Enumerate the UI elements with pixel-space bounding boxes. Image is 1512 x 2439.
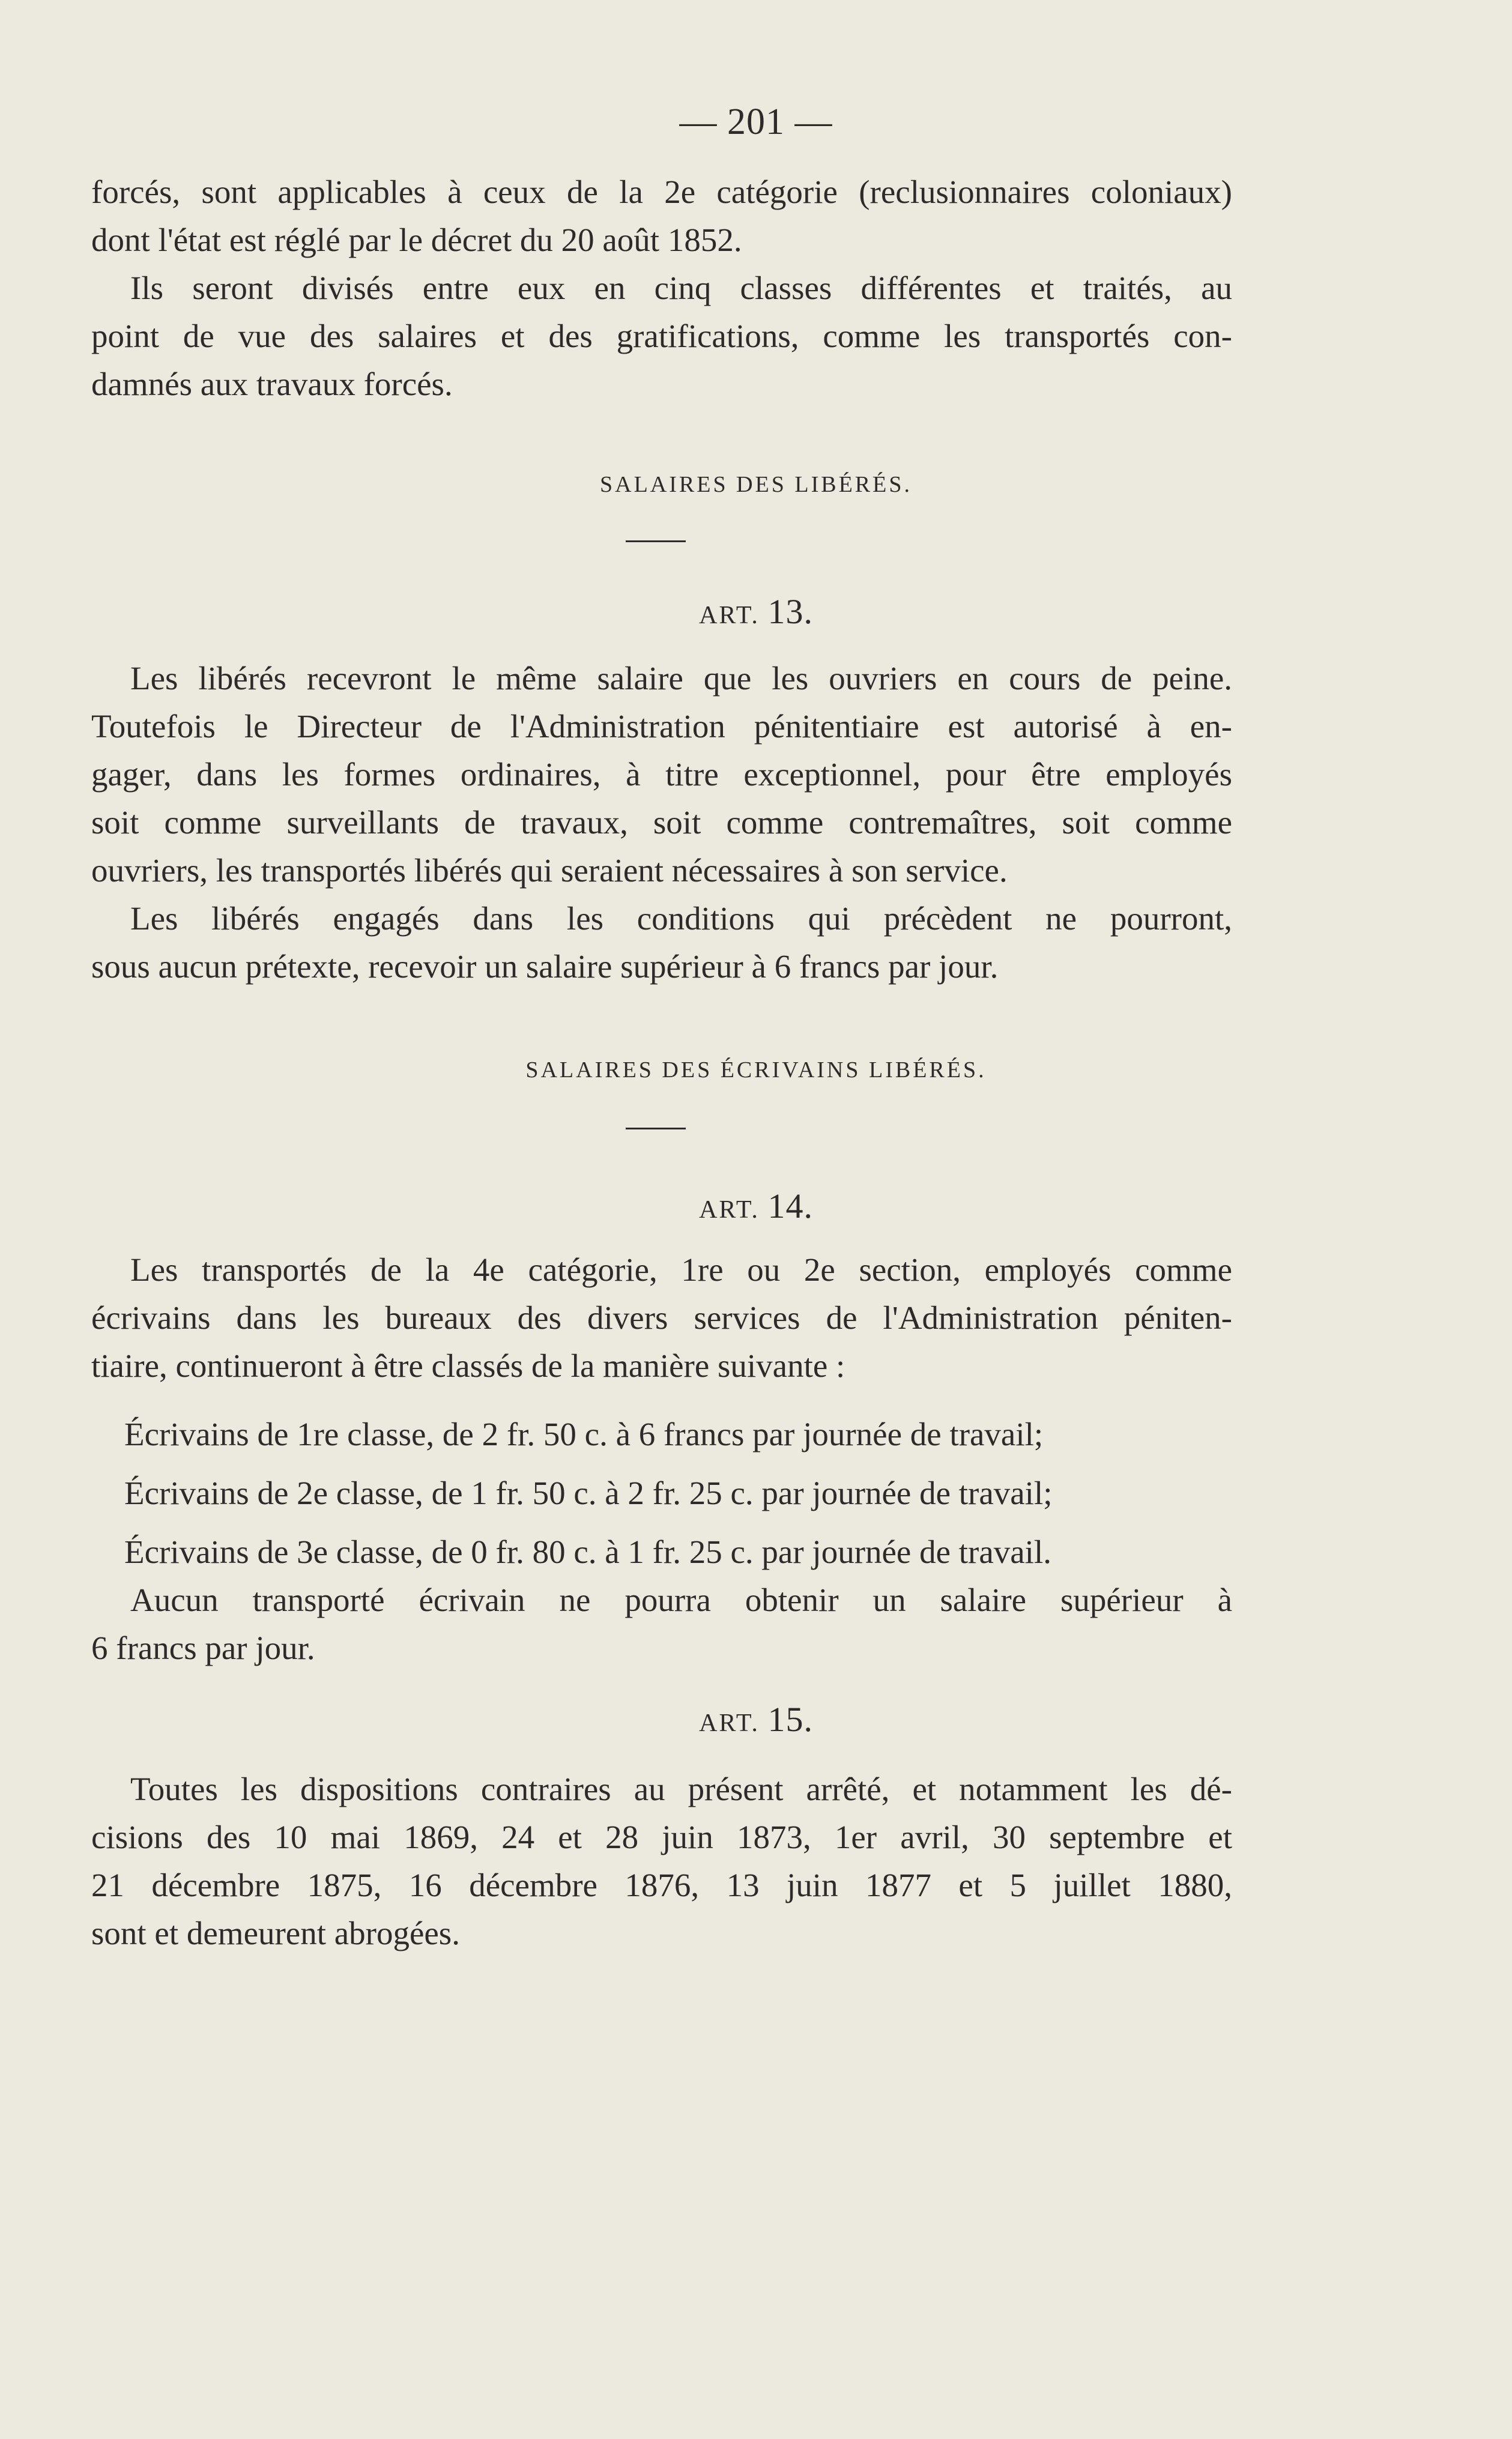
intro-line: Ils seront divisés entre eux en cinq classes différentes et traités, au xyxy=(130,270,1232,306)
intro-line: point de vue des salaires et des gratifications, comme les transportés con- xyxy=(91,318,1232,354)
article-13-line: Toutefois le Directeur de l'Administration pénitentiaire est autorisé à en- xyxy=(91,708,1232,745)
article-13-line: Les libérés recevront le même salaire que les ouvriers en cours de peine. xyxy=(130,660,1232,697)
article-14-text xyxy=(91,1246,1232,1390)
article-number: 13. xyxy=(767,592,813,631)
article-prefix: ART. xyxy=(699,602,760,629)
article-14-closing-line: Aucun transporté écrivain ne pourra obtenir un salaire supérieur à xyxy=(130,1582,1232,1618)
article-prefix: ART. xyxy=(699,1709,760,1737)
section-title-salaires-ecrivains: SALAIRES DES ÉCRIVAINS LIBÉRÉS. xyxy=(525,1057,987,1083)
article-13-line: Les libérés engagés dans les conditions qui précèdent ne pourront, xyxy=(130,900,1232,937)
article-14-heading xyxy=(0,1186,1512,1226)
article-number: 15. xyxy=(767,1700,813,1739)
page-number: — 201 — xyxy=(679,101,833,142)
article-13-line: soit comme surveillants de travaux, soit comme contremaîtres, soit comme xyxy=(91,804,1232,841)
section-title-salaires-liberes: SALAIRES DES LIBÉRÉS. xyxy=(600,472,912,497)
article-14-closing-line: 6 francs par jour. xyxy=(91,1630,315,1666)
section-divider xyxy=(626,540,686,542)
intro-line: dont l'état est réglé par le décret du 20 août 1852. xyxy=(91,222,742,258)
article-15-line: 21 décembre 1875, 16 décembre 1876, 13 juin 1877 et 5 juillet 1880, xyxy=(91,1867,1232,1903)
article-13-line: ouvriers, les transportés libérés qui seraient nécessaires à son service. xyxy=(91,852,1008,889)
intro-line: forcés, sont applicables à ceux de la 2e catégorie (reclusionnaires coloniaux) xyxy=(91,174,1232,210)
article-prefix: ART. xyxy=(699,1196,760,1224)
article-number: 14. xyxy=(767,1186,813,1226)
article-13-heading xyxy=(0,591,1512,632)
article-14-line: écrivains dans les bureaux des divers services de l'Administration péniten- xyxy=(91,1299,1232,1336)
section-divider xyxy=(626,1128,686,1129)
article-14-line: Les transportés de la 4e catégorie, 1re ou 2e section, employés comme xyxy=(130,1251,1232,1288)
article-14-closing xyxy=(91,1576,1232,1672)
article-15-line: Toutes les dispositions contraires au présent arrêté, et notamment les dé- xyxy=(130,1771,1232,1807)
ecrivain-class-item: Écrivains de 3e classe, de 0 fr. 80 c. à 1 fr. 25 c. par journée de travail. xyxy=(124,1534,1051,1570)
ecrivain-class-item: Écrivains de 2e classe, de 1 fr. 50 c. à 2 fr. 25 c. par journée de travail; xyxy=(124,1475,1053,1511)
article-13-line: gager, dans les formes ordinaires, à titre exceptionnel, pour être employés xyxy=(91,756,1232,793)
intro-paragraph xyxy=(91,168,1232,408)
article-14-line: tiaire, continueront à être classés de la manière suivante : xyxy=(91,1347,845,1384)
article-15-line: sont et demeurent abrogées. xyxy=(91,1915,460,1951)
article-13-text xyxy=(91,654,1232,991)
article-15-heading xyxy=(0,1699,1512,1739)
ecrivain-classes-list xyxy=(91,1405,1232,1582)
ecrivain-class-item: Écrivains de 1re classe, de 2 fr. 50 c. à 6 francs par journée de travail; xyxy=(124,1416,1044,1452)
article-13-line: sous aucun prétexte, recevoir un salaire supérieur à 6 francs par jour. xyxy=(91,948,999,985)
article-15-line: cisions des 10 mai 1869, 24 et 28 juin 1873, 1er avril, 30 septembre et xyxy=(91,1819,1232,1855)
article-15-text xyxy=(91,1765,1232,1957)
intro-line: damnés aux travaux forcés. xyxy=(91,366,453,402)
